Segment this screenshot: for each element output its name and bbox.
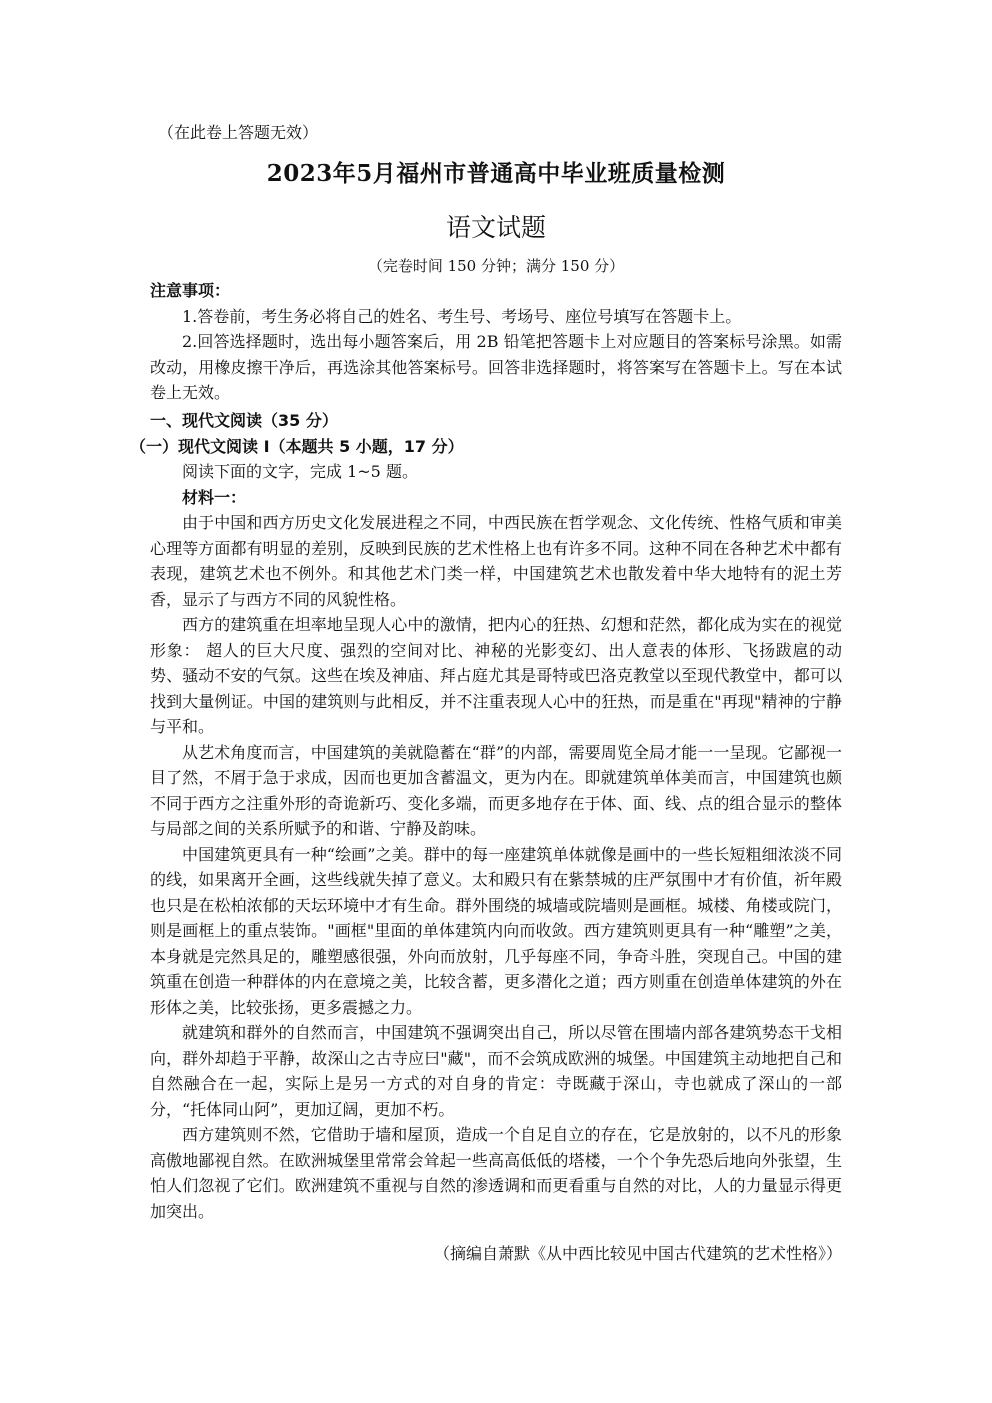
paragraph: 就建筑和群外的自然而言，中国建筑不强调突出自己，所以尽管在围墙内部各建筑势态干戈相向，群外却趋于平静，故深山之古寺应曰"藏"，而不会筑成欧洲的城堡。中国建筑主动地把自己和自然融合在一起，实际上是另一方式的对自身的肯定：寺既藏于深山，寺也就成了深山的一部分，“托体同山阿”，更加辽阔，更加不朽。 xyxy=(150,1023,842,1119)
reading-instruction: 阅读下面的文字，完成 1~5 题。 xyxy=(182,462,418,481)
section-headings xyxy=(130,408,842,510)
paragraph: 西方建筑则不然，它借助于墙和屋顶，造成一个自足自立的存在，它是放射的，以不凡的形象高傲地鄙视自然。在欧洲城堡里常常会耸起一些高高低低的塔楼，一个个争先恐后地向外张望，生怕人们忽视了它们。欧洲建筑不重视与自然的渗透调和而更看重与自然的对比，人的力量显示得更加突出。 xyxy=(150,1125,842,1221)
notice-item-2: 2.回答选择题时，选出每小题答案后，用 2B 铅笔把答题卡上对应题目的答案标号涂黑。如需改动，用橡皮擦干净后，再选涂其他答案标号。回答非选择题时，将答案写在答题卡上。写在本试卷上无效。 xyxy=(150,332,842,402)
sub-heading: （一）现代文阅读 I（本题共 5 小题，17 分） xyxy=(130,436,464,456)
invalid-answer-note: （在此卷上答题无效） xyxy=(158,123,319,142)
paragraph: 中国建筑更具有一种“绘画”之美。群中的每一座建筑单体就像是画中的一些长短粗细浓淡不同的线，如果离开全画，这些线就失掉了意义。太和殿只有在紫禁城的庄严氛围中才有价值，祈年殿也只是在松柏浓郁的天坛环境中才有生命。群外围绕的城墙或院墙则是画框。城楼、角楼或院门，则是画框上的重点装饰。"画框"里面的单体建筑内向而收敛。西方建筑则更具有一种“雕塑”之美，本身就是完然具足的，雕塑感很强，外向而放射，几乎每座不同，争奇斗胜，突现自己。中国的建筑重在创造一种群体的内在意境之美，比较含蓄，更多潜化之道；西方则重在创造单体建筑的外在形体之美，比较张扬，更多震撼之力。 xyxy=(150,844,842,1017)
material-text xyxy=(150,510,842,1224)
notice-block xyxy=(150,278,842,406)
paragraph: 西方的建筑重在坦率地呈现人心中的激情，把内心的狂热、幻想和茫然，都化成为实在的视觉形象： 超人的巨大尺度、强烈的空间对比、神秘的光影变幻、出人意表的体形、飞扬跋扈的动势、骚动不安的气氛。这些在埃及神庙、拜占庭尤其是哥特或巴洛克教堂以至现代教堂中，都可以找到大量例证。中国的建筑则与此相反，并不注重表现人心中的狂热，而是重在"再现"精神的宁静与平和。 xyxy=(150,615,842,736)
notice-item-1: 1.答卷前，考生务必将自己的姓名、考生号、考场号、座位号填写在答题卡上。 xyxy=(182,306,742,326)
paragraph: 由于中国和西方历史文化发展进程之不同，中西民族在哲学观念、文化传统、性格气质和审美心理等方面都有明显的差别，反映到民族的艺术性格上也有许多不同。这种不同在各种艺术中都有表现，建筑艺术也不例外。和其他艺术门类一样，中国建筑艺术也散发着中华大地特有的泥土芳香，显示了与西方不同的风貌性格。 xyxy=(150,513,842,609)
source-citation: （摘编自萧默《从中西比较见中国古代建筑的艺术性格》） xyxy=(433,1244,842,1263)
notice-heading: 注意事项： xyxy=(150,281,231,300)
part-heading: 一、现代文阅读（35 分） xyxy=(150,411,338,430)
time-and-score: （完卷时间 150 分钟；满分 150 分） xyxy=(367,257,625,275)
paragraph: 从艺术角度而言，中国建筑的美就隐蓄在“群”的内部，需要周览全局才能一一呈现。它鄙视一目了然，不屑于急于求成，因而也更加含蓄温文，更为内在。即就建筑单体美而言，中国建筑也颇不同于西方之注重外形的奇诡新巧、变化多端，而更多地存在于体、面、线、点的组合显示的整体与局部之间的关系所赋予的和谐、宁静及韵味。 xyxy=(150,742,842,838)
exam-title: 2023年5月福州市普通高中毕业班质量检测 xyxy=(266,160,726,187)
subject-title: 语文试题 xyxy=(445,213,546,242)
material-label: 材料一： xyxy=(182,487,247,507)
